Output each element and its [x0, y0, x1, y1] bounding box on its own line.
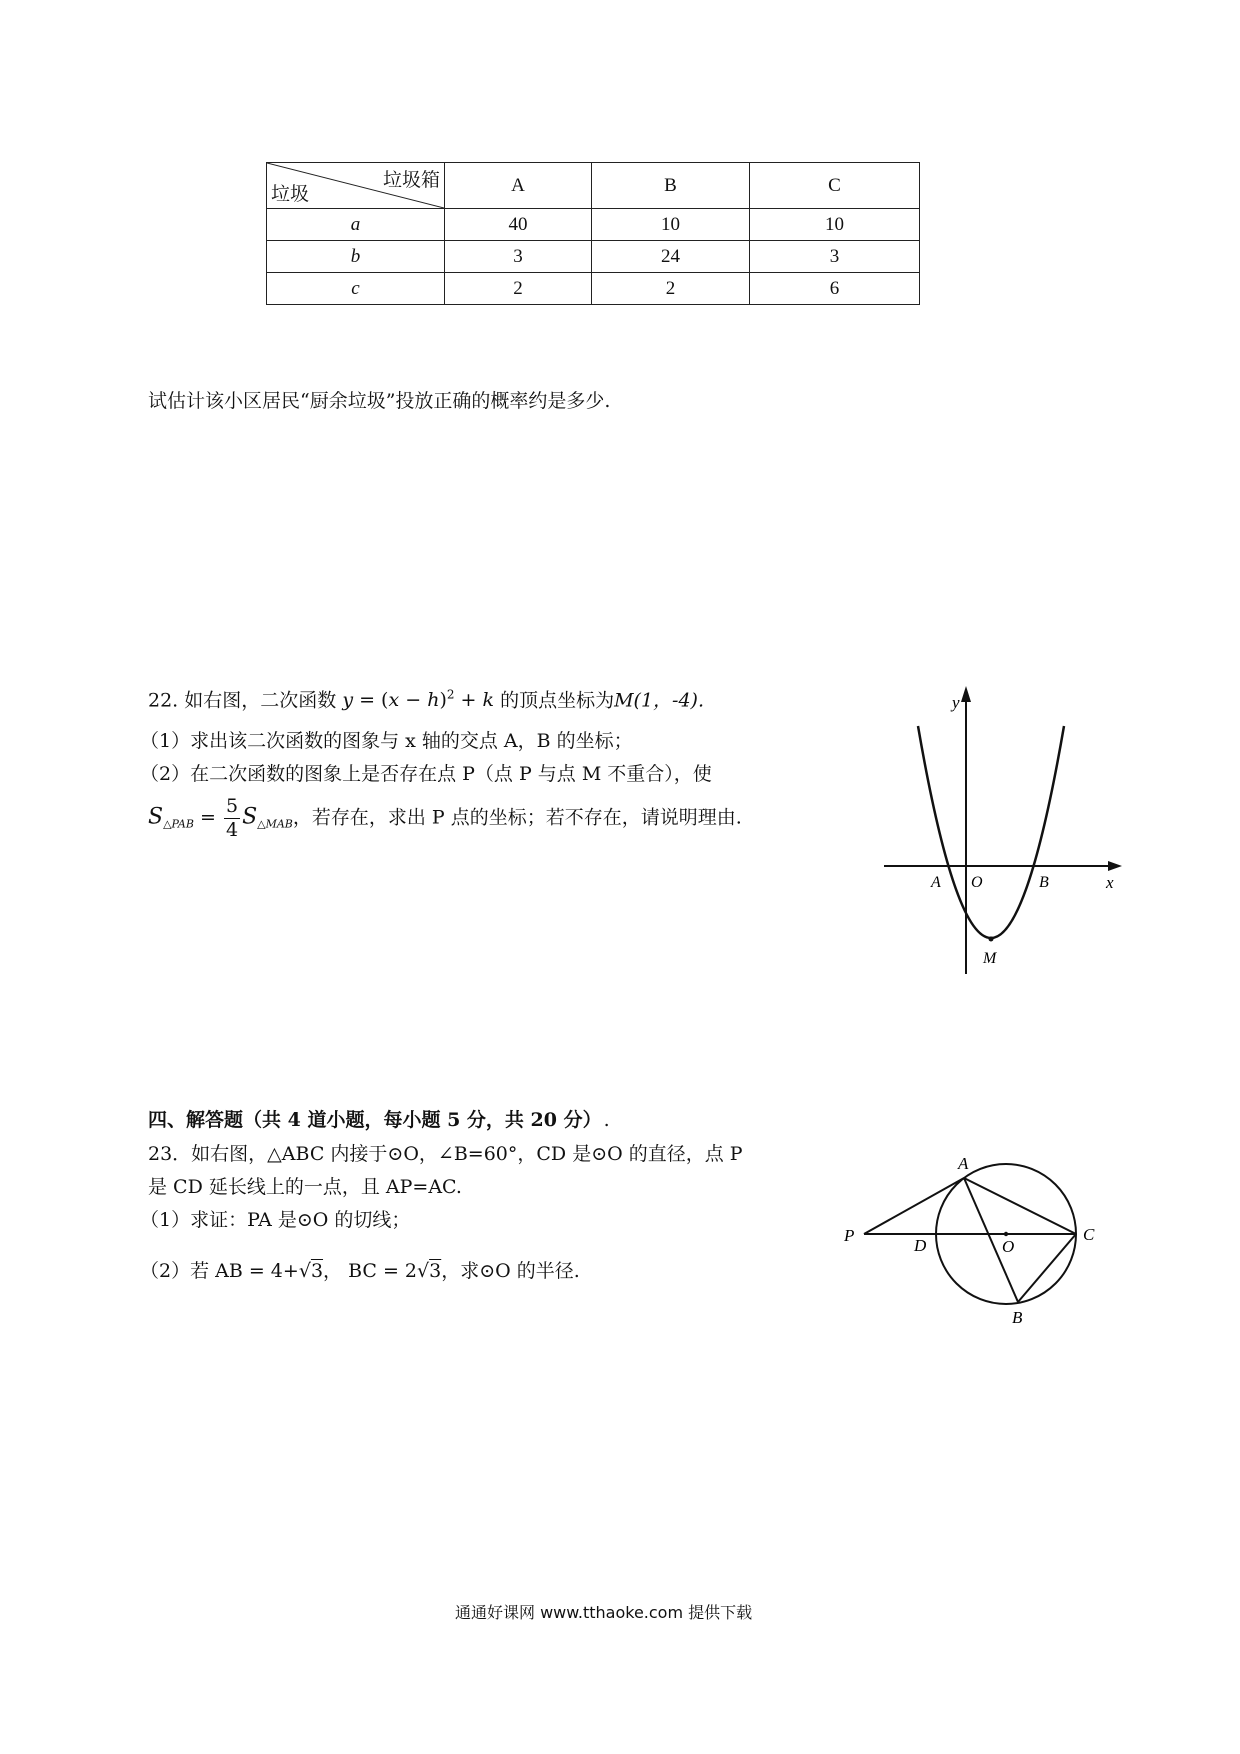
table-cell: 3 [445, 241, 592, 273]
table-row [267, 241, 920, 273]
sqrt-radicand: 3 [429, 1260, 442, 1282]
corner-top-label: 垃圾箱 [382, 170, 440, 191]
q21-question-text: 试估计该小区居民“厨余垃圾”投放正确的概率约是多少. [148, 390, 611, 412]
q22-stem-prefix: 22. 如右图，二次函数 [148, 689, 337, 712]
five-quarters-fraction: $\frac{5}{4}$ [225, 795, 239, 841]
table-cell: 6 [750, 273, 920, 305]
table-cell: 3 [750, 241, 920, 273]
x-axis-label: x [1106, 873, 1114, 892]
row-label: b [267, 241, 445, 273]
table-corner-cell [267, 163, 445, 209]
sqrt-radicand: 3 [310, 1260, 324, 1282]
point-p-label: P [844, 1226, 855, 1245]
vertex-point [989, 937, 994, 942]
y-axis-label: y [952, 693, 960, 712]
point-d-label: D [914, 1236, 927, 1255]
center-point [1004, 1232, 1008, 1236]
point-c-label: C [1083, 1225, 1095, 1244]
q22-stem [148, 688, 704, 712]
header-cell: B [592, 163, 750, 209]
footer-credit: 通通好课网 www.tthaoke.com 提供下载 [455, 1603, 753, 1622]
q23-part2: （2）若 AB = 4+√3， BC = 2√3，求⊙O 的半径. [140, 1260, 580, 1282]
header-cell: C [750, 163, 920, 209]
table-cell: 40 [445, 209, 592, 241]
vertex-m-label: M [983, 950, 997, 967]
line-ac [964, 1178, 1076, 1234]
parabola-graph [870, 680, 1130, 980]
table-cell: 10 [750, 209, 920, 241]
line-pa [864, 1178, 964, 1234]
garbage-table [266, 162, 920, 305]
vertex-coordinate: M(1，-4). [614, 689, 704, 712]
table-cell: 10 [592, 209, 750, 241]
sqrt-sign-icon: √ [417, 1260, 430, 1282]
table-row [267, 273, 920, 305]
table-cell: 2 [445, 273, 592, 305]
point-a-label: A [931, 874, 941, 891]
q23-part1: （1）求证：PA 是⊙O 的切线； [140, 1209, 411, 1231]
header-cell: A [445, 163, 592, 209]
point-o-label: O [1002, 1237, 1015, 1256]
parabola-curve [918, 726, 1064, 938]
row-label: c [267, 273, 445, 305]
q22-part2: （2）在二次函数的图象上是否存在点 P（点 P 与点 M 不重合），使 [140, 763, 712, 785]
point-a-label: A [958, 1154, 969, 1173]
circle-geometry-figure [836, 1148, 1120, 1344]
point-b-label: B [1039, 874, 1049, 891]
q22-stem-suffix: 的顶点坐标为 [500, 689, 615, 712]
q23-line1: 23．如右图，△ABC 内接于⊙O，∠B=60°，CD 是⊙O 的直径，点 P [148, 1143, 743, 1165]
origin-label: O [971, 874, 983, 891]
row-label: a [267, 209, 445, 241]
q22-formula: $y = (x - h)^2 + k$ [342, 688, 495, 712]
q22-part1: （1）求出该二次函数的图象与 x 轴的交点 A，B 的坐标； [140, 730, 633, 752]
q22-area-condition: $S_{\triangle PAB}$ = $\frac{5}{4}$ $S_{\triangle MAB}$，若存在，求出 P 点的坐标；若不存在，请说明理由. [148, 795, 742, 841]
x-axis-arrow [1108, 861, 1122, 871]
table-cell: 24 [592, 241, 750, 273]
section-title: 四、解答题（共 4 道小题，每小题 5 分，共 20 分） . [148, 1109, 610, 1131]
corner-bottom-label: 垃圾 [271, 184, 310, 205]
point-b-label: B [1012, 1308, 1023, 1327]
y-axis-arrow [961, 686, 971, 702]
q23-line2: 是 CD 延长线上的一点，且 AP=AC. [148, 1176, 462, 1198]
table-row [267, 209, 920, 241]
sqrt-sign-icon: √ [298, 1260, 311, 1282]
table-cell: 2 [592, 273, 750, 305]
